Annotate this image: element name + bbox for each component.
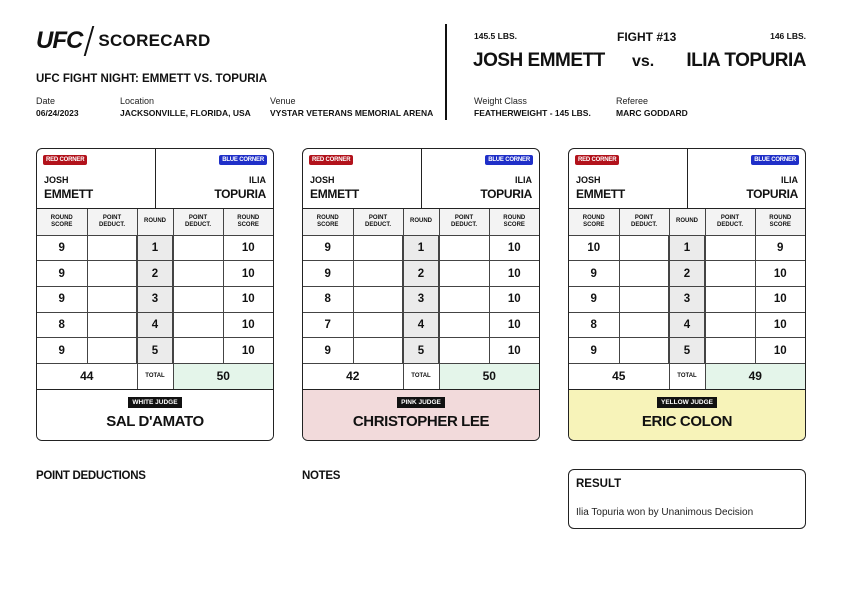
judge-color-badge: PINK JUDGE xyxy=(397,397,445,408)
total-row xyxy=(37,363,273,389)
judge-section xyxy=(37,390,273,441)
referee-value: MARC GODDARD xyxy=(616,108,688,118)
blue-round-score: 10 xyxy=(489,286,539,312)
scores-table xyxy=(37,209,273,390)
blue-point-deduction xyxy=(439,312,489,338)
blue-point-deduction xyxy=(173,338,223,364)
red-round-score-header: ROUND SCORE xyxy=(37,209,87,235)
red-point-deduct-header: POINT DEDUCT. xyxy=(87,209,137,235)
round-number: 2 xyxy=(403,261,439,287)
red-point-deduct-header: POINT DEDUCT. xyxy=(353,209,403,235)
corner-divider xyxy=(687,149,688,209)
scores-header-row xyxy=(569,209,805,235)
judge-section xyxy=(303,390,539,441)
blue-round-score: 10 xyxy=(223,338,273,364)
red-point-deduction xyxy=(87,312,137,338)
blue-fighter-last-name: TOPURIA xyxy=(746,187,798,201)
blue-round-score: 10 xyxy=(223,235,273,261)
weight-class-value: FEATHERWEIGHT - 145 LBS. xyxy=(474,108,591,118)
blue-point-deduct-header: POINT DEDUCT. xyxy=(173,209,223,235)
round-row xyxy=(569,261,805,287)
blue-corner-badge: BLUE CORNER xyxy=(485,155,533,165)
judge-section xyxy=(569,390,805,441)
blue-fighter-first-name: ILIA xyxy=(515,175,532,185)
red-fighter-first-name: JOSH xyxy=(44,175,69,185)
blue-corner-badge: BLUE CORNER xyxy=(751,155,799,165)
logo-divider xyxy=(84,26,95,56)
scores-header-row xyxy=(303,209,539,235)
red-point-deduction xyxy=(87,286,137,312)
round-number: 4 xyxy=(669,312,705,338)
round-row xyxy=(37,261,273,287)
round-number: 5 xyxy=(137,338,173,364)
blue-total: 49 xyxy=(705,363,805,389)
red-point-deduction xyxy=(353,312,403,338)
weight-class-label: Weight Class xyxy=(474,96,527,106)
blue-round-score: 10 xyxy=(489,312,539,338)
blue-round-score-header: ROUND SCORE xyxy=(223,209,273,235)
round-header: ROUND xyxy=(669,209,705,235)
red-corner-badge: RED CORNER xyxy=(575,155,619,165)
blue-point-deduction xyxy=(439,235,489,261)
red-point-deduction xyxy=(353,338,403,364)
red-point-deduction xyxy=(87,261,137,287)
blue-round-score: 10 xyxy=(755,338,805,364)
scores-table xyxy=(569,209,805,390)
blue-fighter-first-name: ILIA xyxy=(249,175,266,185)
blue-point-deduction xyxy=(705,286,755,312)
red-point-deduction xyxy=(619,235,669,261)
point-deductions-title: POINT DEDUCTIONS xyxy=(36,470,146,482)
red-point-deduction xyxy=(353,286,403,312)
round-row xyxy=(37,235,273,261)
date-label: Date xyxy=(36,96,56,106)
blue-round-score: 10 xyxy=(755,312,805,338)
blue-fighter-first-name: ILIA xyxy=(781,175,798,185)
blue-round-score: 10 xyxy=(223,261,273,287)
round-number: 3 xyxy=(669,286,705,312)
blue-point-deduction xyxy=(173,312,223,338)
versus-label: vs. xyxy=(632,53,655,70)
red-round-score: 8 xyxy=(37,312,87,338)
judge-color-badge: WHITE JUDGE xyxy=(128,397,181,408)
red-total: 45 xyxy=(569,363,669,389)
red-corner-badge: RED CORNER xyxy=(309,155,353,165)
round-row xyxy=(303,286,539,312)
red-fighter-first-name: JOSH xyxy=(576,175,601,185)
round-number: 1 xyxy=(669,235,705,261)
judge-name: SAL D'AMATO xyxy=(106,412,204,430)
red-fighter-name: JOSH EMMETT xyxy=(473,50,605,71)
round-number: 1 xyxy=(403,235,439,261)
blue-round-score: 10 xyxy=(755,286,805,312)
notes-title: NOTES xyxy=(302,470,341,482)
blue-round-score: 10 xyxy=(489,235,539,261)
header-divider xyxy=(445,24,447,120)
blue-round-score: 10 xyxy=(489,338,539,364)
card-header xyxy=(37,149,273,209)
blue-fighter-name: ILIA TOPURIA xyxy=(686,50,806,71)
referee-label: Referee xyxy=(616,96,649,106)
round-number: 5 xyxy=(403,338,439,364)
fight-number: FIGHT #13 xyxy=(617,30,677,44)
blue-round-score-header: ROUND SCORE xyxy=(755,209,805,235)
blue-point-deduction xyxy=(173,235,223,261)
blue-point-deduction xyxy=(705,338,755,364)
blue-round-score: 10 xyxy=(223,312,273,338)
red-point-deduction xyxy=(353,261,403,287)
total-row xyxy=(569,363,805,389)
round-number: 5 xyxy=(669,338,705,364)
judge-scorecard-yellow xyxy=(568,148,806,441)
red-fighter-last-name: EMMETT xyxy=(44,187,93,201)
blue-point-deduction xyxy=(705,261,755,287)
card-header xyxy=(303,149,539,209)
blue-point-deduction xyxy=(173,286,223,312)
red-round-score: 9 xyxy=(37,261,87,287)
red-point-deduction xyxy=(87,338,137,364)
venue-value: VYSTAR VETERANS MEMORIAL ARENA xyxy=(270,108,434,118)
blue-point-deduction xyxy=(173,261,223,287)
blue-point-deduction xyxy=(439,261,489,287)
blue-point-deduct-header: POINT DEDUCT. xyxy=(439,209,489,235)
result-text: Ilia Topuria won by Unanimous Decision xyxy=(576,507,754,518)
red-point-deduction xyxy=(353,235,403,261)
red-fighter-last-name: EMMETT xyxy=(576,187,625,201)
logo-scorecard-text: SCORECARD xyxy=(98,31,211,50)
round-number: 3 xyxy=(403,286,439,312)
red-round-score: 9 xyxy=(37,286,87,312)
round-row xyxy=(303,312,539,338)
round-number: 4 xyxy=(137,312,173,338)
red-point-deduction xyxy=(619,312,669,338)
scores-header-row xyxy=(37,209,273,235)
event-title: UFC FIGHT NIGHT: EMMETT VS. TOPURIA xyxy=(36,73,268,85)
blue-point-deduction xyxy=(705,235,755,261)
result-title: RESULT xyxy=(576,478,622,490)
judge-name: CHRISTOPHER LEE xyxy=(352,412,490,430)
red-point-deduction xyxy=(619,286,669,312)
ufc-logo xyxy=(36,26,211,56)
judge-color-badge: YELLOW JUDGE xyxy=(657,397,717,408)
red-round-score: 9 xyxy=(569,261,619,287)
round-number: 2 xyxy=(669,261,705,287)
red-round-score: 9 xyxy=(303,261,353,287)
total-label: TOTAL xyxy=(669,363,705,389)
red-fighter-first-name: JOSH xyxy=(310,175,335,185)
red-round-score-header: ROUND SCORE xyxy=(303,209,353,235)
red-total: 42 xyxy=(303,363,403,389)
red-round-score: 9 xyxy=(569,286,619,312)
total-label: TOTAL xyxy=(137,363,173,389)
round-row xyxy=(569,235,805,261)
red-point-deduction xyxy=(619,261,669,287)
location-label: Location xyxy=(120,96,155,106)
result-box xyxy=(568,469,806,529)
blue-round-score: 9 xyxy=(755,235,805,261)
blue-point-deduct-header: POINT DEDUCT. xyxy=(705,209,755,235)
venue-label: Venue xyxy=(270,96,296,106)
total-label: TOTAL xyxy=(403,363,439,389)
corner-divider xyxy=(421,149,422,209)
total-row xyxy=(303,363,539,389)
red-fighter-last-name: EMMETT xyxy=(310,187,359,201)
red-point-deduction xyxy=(619,338,669,364)
blue-point-deduction xyxy=(439,286,489,312)
round-row xyxy=(37,312,273,338)
round-row xyxy=(37,286,273,312)
round-row xyxy=(569,338,805,364)
round-row xyxy=(569,286,805,312)
red-round-score: 9 xyxy=(303,235,353,261)
round-header: ROUND xyxy=(403,209,439,235)
blue-fighter-last-name: TOPURIA xyxy=(480,187,532,201)
round-row xyxy=(303,338,539,364)
round-row xyxy=(303,261,539,287)
red-round-score: 9 xyxy=(303,338,353,364)
round-header: ROUND xyxy=(137,209,173,235)
blue-round-score: 10 xyxy=(755,261,805,287)
red-round-score: 9 xyxy=(37,338,87,364)
location-value: JACKSONVILLE, FLORIDA, USA xyxy=(120,108,251,118)
blue-fighter-last-name: TOPURIA xyxy=(214,187,266,201)
blue-point-deduction xyxy=(705,312,755,338)
blue-round-score: 10 xyxy=(223,286,273,312)
round-row xyxy=(569,312,805,338)
red-round-score: 8 xyxy=(303,286,353,312)
red-round-score: 10 xyxy=(569,235,619,261)
red-fighter-weight: 145.5 LBS. xyxy=(474,31,517,41)
blue-round-score-header: ROUND SCORE xyxy=(489,209,539,235)
red-round-score: 8 xyxy=(569,312,619,338)
date-value: 06/24/2023 xyxy=(36,108,79,118)
judge-name: ERIC COLON xyxy=(641,412,733,430)
blue-fighter-weight: 146 LBS. xyxy=(770,31,806,41)
red-round-score: 7 xyxy=(303,312,353,338)
round-number: 1 xyxy=(137,235,173,261)
judge-scorecard-white xyxy=(36,148,274,441)
round-number: 3 xyxy=(137,286,173,312)
logo-ufc-text: UFC xyxy=(36,27,83,54)
round-row xyxy=(37,338,273,364)
red-corner-badge: RED CORNER xyxy=(43,155,87,165)
red-round-score: 9 xyxy=(569,338,619,364)
blue-point-deduction xyxy=(439,338,489,364)
round-number: 2 xyxy=(137,261,173,287)
judge-scorecard-pink xyxy=(302,148,540,441)
card-header xyxy=(569,149,805,209)
blue-total: 50 xyxy=(173,363,273,389)
red-total: 44 xyxy=(37,363,137,389)
scores-table xyxy=(303,209,539,390)
red-round-score: 9 xyxy=(37,235,87,261)
blue-round-score: 10 xyxy=(489,261,539,287)
corner-divider xyxy=(155,149,156,209)
round-row xyxy=(303,235,539,261)
red-point-deduction xyxy=(87,235,137,261)
blue-corner-badge: BLUE CORNER xyxy=(219,155,267,165)
round-number: 4 xyxy=(403,312,439,338)
red-point-deduct-header: POINT DEDUCT. xyxy=(619,209,669,235)
red-round-score-header: ROUND SCORE xyxy=(569,209,619,235)
blue-total: 50 xyxy=(439,363,539,389)
